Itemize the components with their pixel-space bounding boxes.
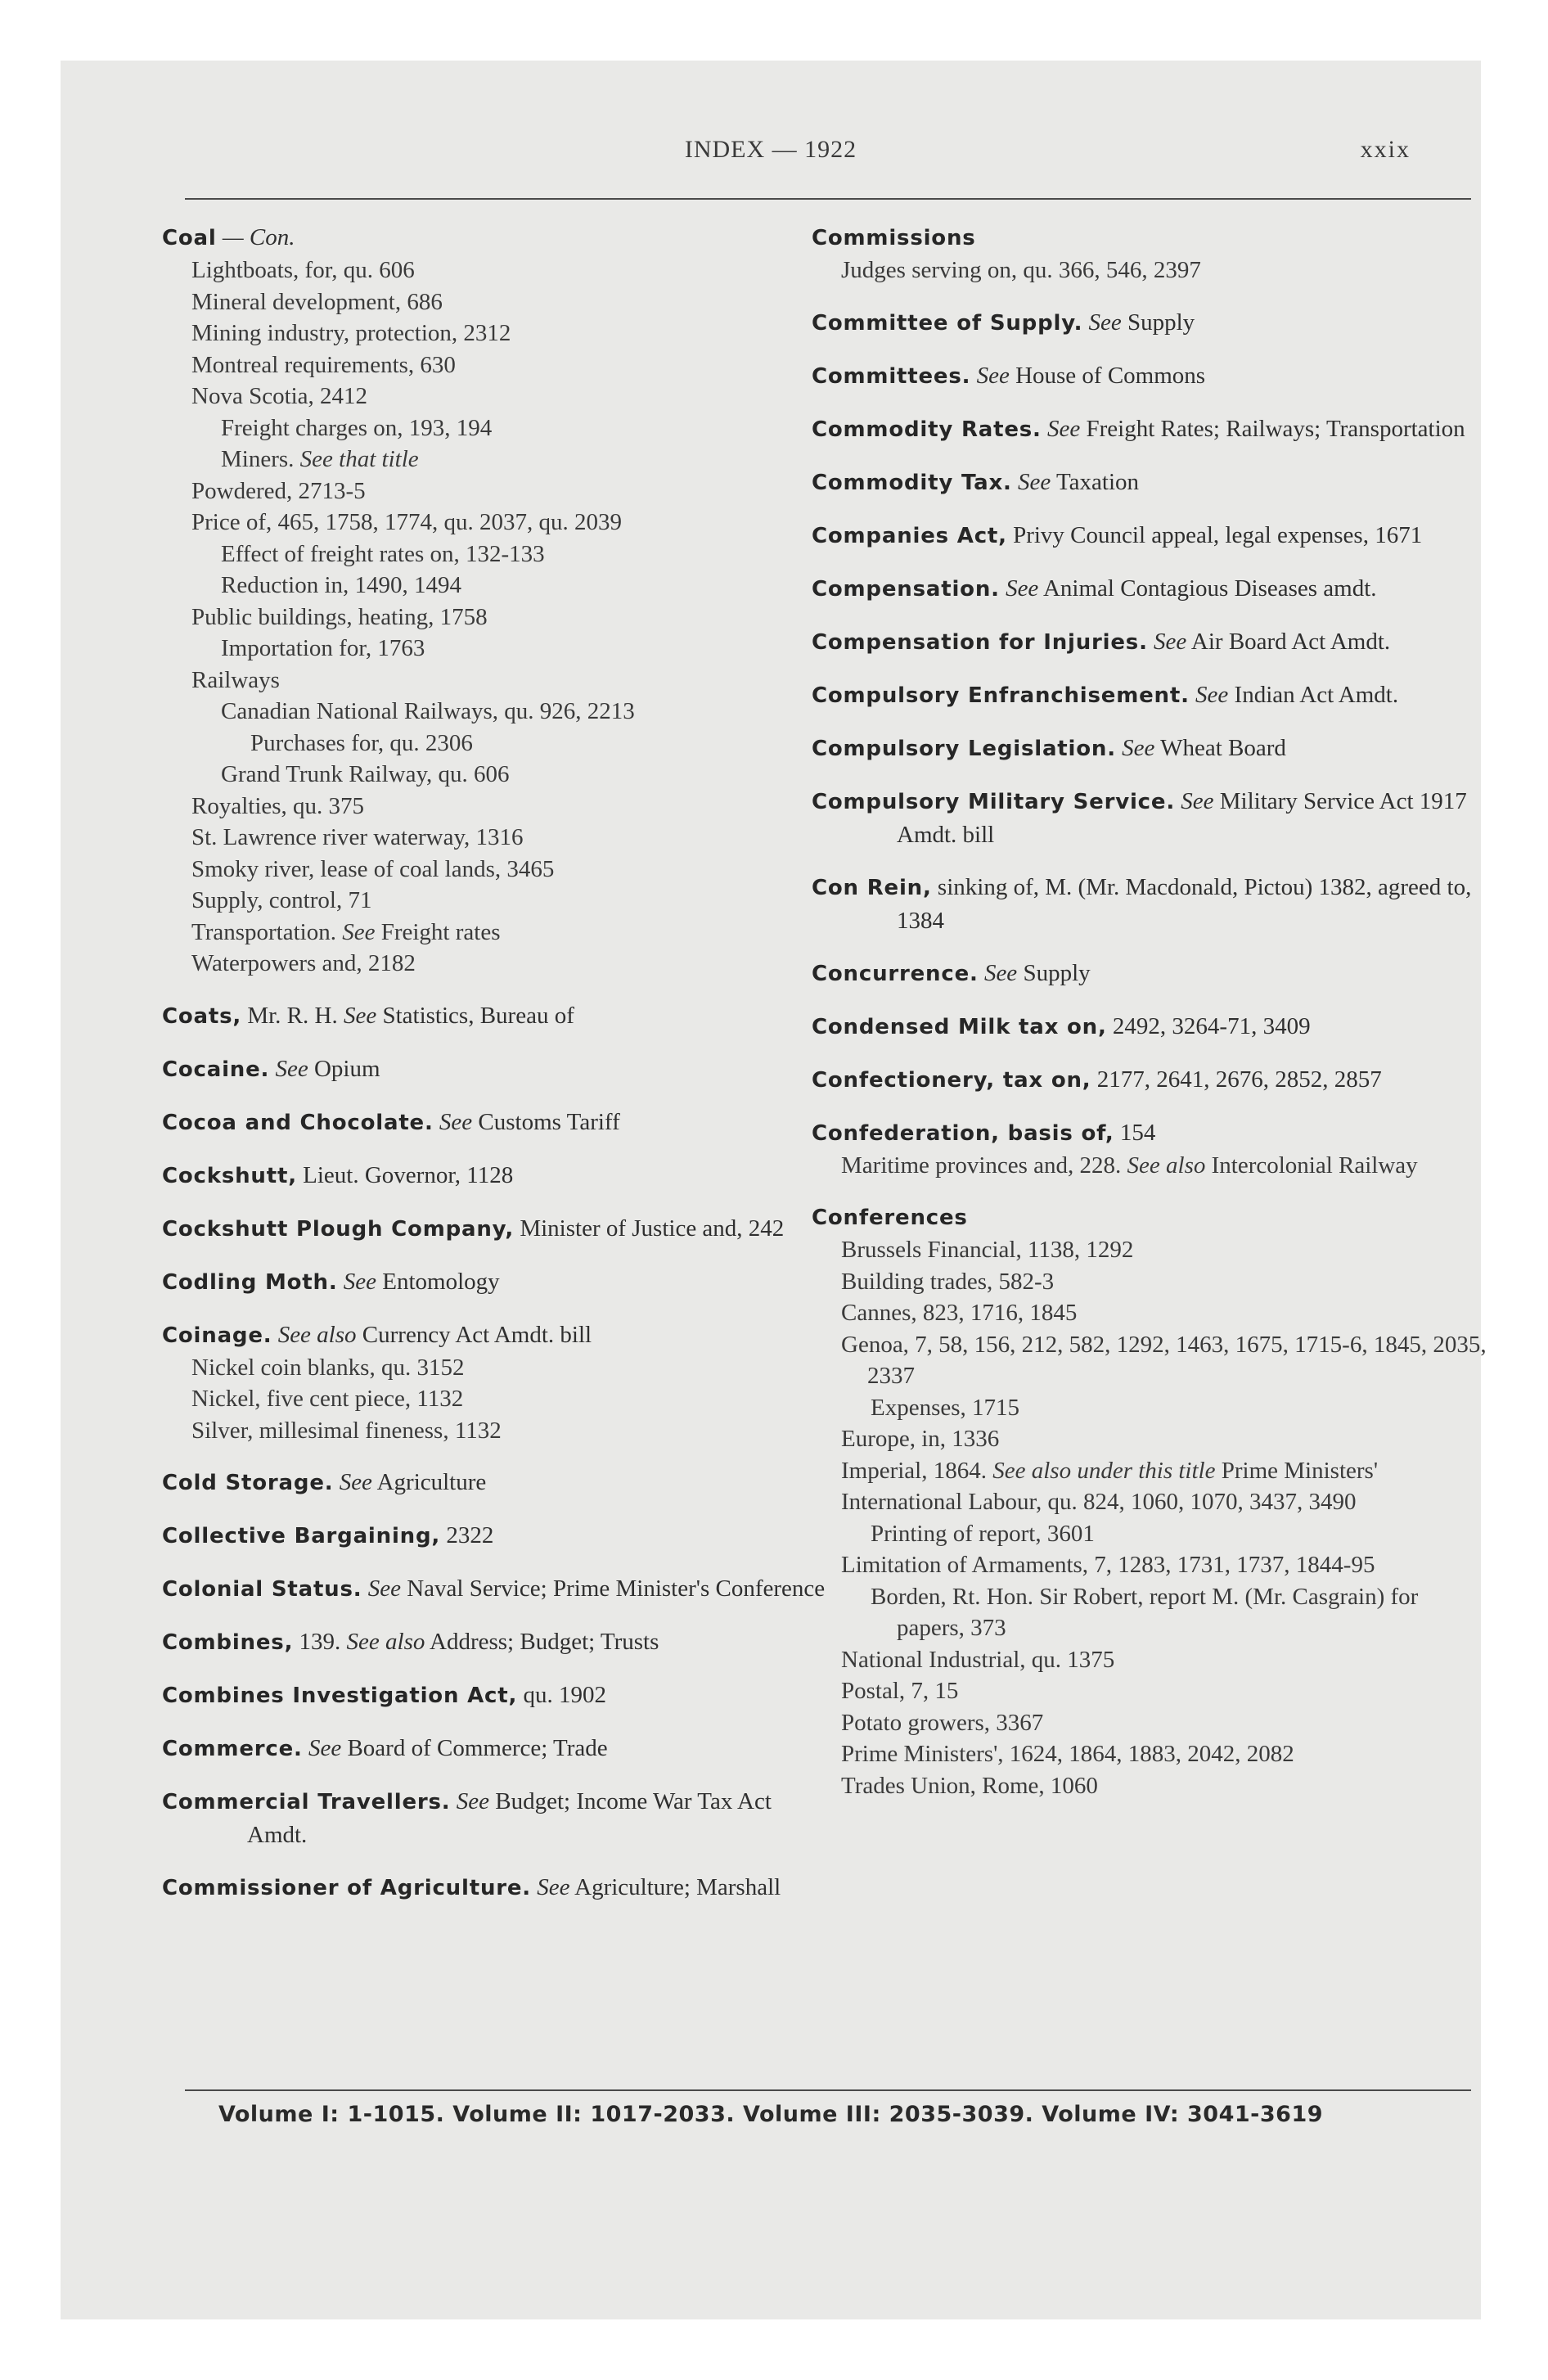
sub-entry — [812, 1486, 1491, 1518]
footer-rule — [185, 2089, 1471, 2091]
index-entry — [812, 1116, 1491, 1182]
entry-text: Genoa, 7, 58, 156, 212, 582, 1292, 1463, 1675, 1715-6, 1845, 2035, 2337 — [841, 1331, 1487, 1389]
see-reference: See also — [277, 1321, 357, 1348]
entry-heading: Coal — [162, 226, 217, 250]
see-reference: See — [1006, 575, 1039, 602]
entry-heading: Compensation. — [812, 576, 1000, 602]
sub-entry — [812, 1707, 1491, 1739]
entry-heading-line — [812, 359, 1491, 393]
sub-entry — [162, 1352, 833, 1384]
entry-heading: Cold Storage. — [162, 1471, 334, 1495]
index-entry — [812, 871, 1491, 937]
scanned-page — [61, 61, 1487, 2319]
entry-text: sinking of, M. (Mr. Macdonald, Pictou) 1382, agreed to, 1384 — [897, 873, 1472, 934]
entry-text: Trades Union, Rome, 1060 — [841, 1772, 1098, 1799]
entry-text: Freight charges on, 193, 194 — [221, 414, 493, 441]
sub-entry — [162, 948, 833, 980]
entry-heading-line — [812, 957, 1491, 990]
entry-heading: Cocaine. — [162, 1057, 270, 1082]
entry-heading: Collective Bargaining, — [162, 1524, 441, 1548]
entry-text: Imperial, 1864. — [841, 1457, 987, 1484]
entry-text: Montreal requirements, 630 — [191, 351, 456, 378]
sub-entry — [162, 728, 833, 760]
entry-text: Transportation. — [191, 918, 336, 945]
see-target: Supply — [1023, 959, 1091, 986]
entry-heading-line — [162, 221, 833, 255]
entry-heading-line — [812, 1010, 1491, 1044]
page-number: xxix — [1360, 136, 1411, 163]
entry-text: Smoky river, lease of coal lands, 3465 — [191, 855, 555, 882]
entry-text: 2177, 2641, 2676, 2852, 2857 — [1096, 1066, 1382, 1093]
entry-text: Maritime provinces and, 228. — [841, 1152, 1122, 1179]
sub-entry — [812, 1581, 1491, 1644]
entry-heading-line — [812, 306, 1491, 340]
index-entry — [812, 572, 1491, 606]
see-reference: See — [1046, 415, 1081, 442]
index-entry — [812, 412, 1491, 446]
sub-entry — [812, 1518, 1491, 1550]
sub-entry — [812, 1297, 1491, 1329]
sub-entry — [162, 476, 833, 507]
entry-heading-line — [162, 1212, 833, 1246]
entry-text: 139. — [299, 1629, 341, 1655]
sub-entry — [162, 665, 833, 696]
volume-footer: Volume I: 1-1015. Volume II: 1017-2033. Volume III: 2035-3039. Volume IV: 3041-3619 — [218, 2102, 1324, 2127]
entry-text: Judges serving on, qu. 366, 546, 2397 — [841, 257, 1201, 283]
entry-heading: Companies Act, — [812, 523, 1007, 548]
see-target: Taxation — [1055, 468, 1139, 495]
entry-heading-line — [162, 999, 833, 1033]
entry-heading-line — [812, 572, 1491, 606]
entry-text: St. Lawrence river waterway, 1316 — [191, 824, 524, 850]
see-target: Air Board Act Amdt. — [1190, 628, 1391, 655]
see-reference: See — [308, 1735, 342, 1761]
sub-entry — [162, 286, 833, 318]
see-reference: See — [1181, 787, 1214, 814]
index-entry — [812, 306, 1491, 340]
entry-heading-line — [162, 1732, 833, 1765]
sub-entry — [162, 507, 833, 539]
running-head — [61, 136, 1481, 177]
see-target: Address; Budget; Trusts — [430, 1629, 659, 1655]
entry-text: Nova Scotia, 2412 — [191, 383, 368, 409]
sub-entry — [162, 854, 833, 886]
entry-heading: Compulsory Enfranchisement. — [812, 683, 1190, 708]
entry-text: Reduction in, 1490, 1494 — [221, 572, 462, 598]
entry-heading-line — [812, 412, 1491, 446]
entry-heading: Commodity Rates. — [812, 417, 1042, 442]
entry-text: Silver, millesimal fineness, 1132 — [191, 1417, 502, 1444]
entry-heading: Coinage. — [162, 1323, 272, 1348]
see-reference: See also — [346, 1629, 425, 1655]
sub-entry — [812, 1738, 1491, 1770]
index-entry — [812, 957, 1491, 990]
entry-heading: Condensed Milk tax on, — [812, 1014, 1107, 1039]
index-entry — [162, 1106, 833, 1139]
sub-entry — [162, 633, 833, 665]
entry-text: Public buildings, heating, 1758 — [191, 603, 488, 630]
entry-text: Royalties, qu. 375 — [191, 792, 365, 819]
see-target: Budget; Income War Tax Act Amdt. — [247, 1788, 772, 1848]
index-entry — [812, 466, 1491, 499]
entry-heading-line — [812, 678, 1491, 712]
entry-heading: Commercial Travellers. — [162, 1790, 451, 1814]
index-entry — [812, 519, 1491, 552]
index-entry — [812, 785, 1491, 851]
sub-entry — [812, 1150, 1491, 1182]
index-entry — [162, 1572, 833, 1606]
entry-text: International Labour, qu. 824, 1060, 1070, 3437, 3490 — [841, 1489, 1357, 1515]
entry-text: Postal, 7, 15 — [841, 1678, 959, 1704]
see-target: Freight Rates; Railways; Transportation — [1086, 415, 1465, 442]
entry-heading-line — [162, 1159, 833, 1192]
see-reference: See — [983, 959, 1018, 986]
entry-text: Borden, Rt. Hon. Sir Robert, report M. (Mr. Casgrain) for papers, 373 — [871, 1583, 1419, 1641]
see-reference: See — [275, 1055, 308, 1082]
entry-heading: Committee of Supply. — [812, 310, 1083, 336]
entry-text: 154 — [1119, 1119, 1156, 1146]
entry-heading-line — [162, 1519, 833, 1553]
sub-entry — [162, 822, 833, 854]
entry-text: Powdered, 2713-5 — [191, 477, 366, 504]
see-reference: See — [1195, 681, 1229, 708]
entry-text: Nickel coin blanks, qu. 3152 — [191, 1354, 465, 1381]
sub-entry — [812, 1770, 1491, 1802]
index-entry — [162, 999, 833, 1033]
index-entry — [812, 625, 1491, 659]
entry-text: Waterpowers and, 2182 — [191, 950, 416, 976]
entry-heading-line — [812, 221, 1491, 255]
index-entry — [162, 1871, 833, 1904]
see-target: Board of Commerce; Trade — [347, 1735, 608, 1761]
entry-text: Mr. R. H. — [247, 1002, 338, 1029]
sub-entry — [812, 1423, 1491, 1455]
sub-entry — [162, 602, 833, 633]
sub-entry — [812, 1266, 1491, 1298]
entry-text: National Industrial, qu. 1375 — [841, 1646, 1115, 1673]
sub-entry — [812, 255, 1491, 286]
entry-text: Grand Trunk Railway, qu. 606 — [221, 761, 510, 787]
see-reference: See — [1088, 309, 1122, 336]
entry-heading: Commodity Tax. — [812, 470, 1012, 495]
entry-heading-line — [162, 1572, 833, 1606]
sub-entry — [162, 412, 833, 444]
right-column — [812, 221, 1491, 1821]
see-target: Supply — [1127, 309, 1195, 336]
see-reference: See — [367, 1575, 401, 1602]
left-column — [162, 221, 833, 1924]
sub-entry — [162, 885, 833, 917]
sub-entry — [162, 349, 833, 381]
index-entry — [162, 1785, 833, 1851]
entry-text: Nickel, five cent piece, 1132 — [191, 1386, 464, 1412]
entry-text: Supply, control, 71 — [191, 887, 372, 913]
sub-entry — [812, 1644, 1491, 1676]
index-entry — [162, 1679, 833, 1712]
index-entry — [162, 1053, 833, 1086]
entry-heading-line — [812, 1201, 1491, 1234]
entry-heading: Commissioner of Agriculture. — [162, 1876, 531, 1900]
entry-heading-line — [812, 1116, 1491, 1150]
entry-text: Printing of report, 3601 — [871, 1520, 1095, 1547]
index-entry — [162, 1519, 833, 1553]
entry-heading-line — [162, 1106, 833, 1139]
entry-heading-line — [812, 466, 1491, 499]
entry-text: Price of, 465, 1758, 1774, qu. 2037, qu. 2039 — [191, 509, 622, 535]
see-target: Naval Service; Prime Minister's Conference — [407, 1575, 826, 1602]
entry-heading: Coats, — [162, 1003, 242, 1029]
entry-heading-line — [812, 871, 1491, 937]
entry-heading-line — [812, 785, 1491, 851]
continued-note: — Con. — [222, 224, 295, 250]
see-target: Statistics, Bureau of — [382, 1002, 574, 1029]
see-target: Military Service Act 1917 Amdt. bill — [897, 787, 1467, 848]
entry-heading-line — [812, 625, 1491, 659]
sub-entry — [162, 696, 833, 728]
sub-entry — [812, 1675, 1491, 1707]
entry-text: Building trades, 582-3 — [841, 1268, 1055, 1295]
index-entry — [812, 359, 1491, 393]
entry-text: Importation for, 1763 — [221, 635, 425, 661]
entry-heading-line — [162, 1871, 833, 1904]
sub-entry — [162, 1415, 833, 1447]
entry-text: 2492, 3264-71, 3409 — [1112, 1012, 1311, 1039]
entry-heading: Combines Investigation Act, — [162, 1684, 518, 1708]
entry-heading-line — [162, 1466, 833, 1499]
entry-text: Limitation of Armaments, 7, 1283, 1731, 1737, 1844-95 — [841, 1552, 1375, 1578]
entry-text: 2322 — [446, 1522, 494, 1548]
sub-entry — [812, 1455, 1491, 1487]
entry-heading: Commissions — [812, 226, 976, 250]
entry-heading: Committees. — [812, 363, 971, 389]
entry-text: qu. 1902 — [523, 1682, 606, 1708]
entry-text: Europe, in, 1336 — [841, 1426, 1000, 1452]
see-reference: See — [343, 1268, 377, 1295]
entry-heading: Con Rein, — [812, 875, 932, 900]
entry-text: Miners. — [221, 446, 295, 472]
index-entry — [812, 1010, 1491, 1044]
entry-heading-line — [162, 1625, 833, 1659]
running-head-title: INDEX — 1922 — [684, 136, 857, 163]
entry-heading: Codling Moth. — [162, 1269, 338, 1295]
entry-heading: Cocoa and Chocolate. — [162, 1110, 434, 1135]
see-target: Animal Contagious Diseases amdt. — [1042, 575, 1377, 602]
entry-heading-line — [812, 1063, 1491, 1097]
sub-entry — [812, 1549, 1491, 1581]
sub-entry — [162, 444, 833, 476]
see-reference: See — [342, 918, 376, 945]
see-target: Entomology — [382, 1268, 500, 1295]
entry-heading-line — [812, 519, 1491, 552]
see-target: Wheat Board — [1160, 734, 1286, 761]
entry-heading: Confectionery, tax on, — [812, 1067, 1091, 1093]
see-target: Intercolonial Railway — [1211, 1152, 1418, 1179]
index-entry — [162, 1625, 833, 1659]
entry-heading: Conferences — [812, 1206, 968, 1230]
sub-entry — [162, 1383, 833, 1415]
see-target: Currency Act Amdt. bill — [362, 1321, 592, 1348]
entry-text: Cannes, 823, 1716, 1845 — [841, 1300, 1078, 1326]
header-rule — [185, 198, 1471, 200]
entry-text: Purchases for, qu. 2306 — [250, 729, 473, 756]
index-entry — [812, 1063, 1491, 1097]
entry-heading: Confederation, basis of, — [812, 1120, 1114, 1146]
entry-text: Lieut. Governor, 1128 — [303, 1161, 514, 1188]
see-reference: See — [439, 1108, 473, 1135]
see-target: House of Commons — [1015, 362, 1206, 389]
sub-entry — [812, 1234, 1491, 1266]
see-target: Opium — [313, 1055, 380, 1082]
entry-heading: Commerce. — [162, 1737, 303, 1761]
index-entry — [162, 1466, 833, 1499]
entry-text: Privy Council appeal, legal expenses, 1671 — [1013, 521, 1423, 548]
entry-text: Mining industry, protection, 2312 — [191, 320, 511, 346]
see-reference: See — [343, 1002, 377, 1029]
entry-heading: Cockshutt Plough Company, — [162, 1216, 515, 1242]
see-reference: See — [1122, 734, 1155, 761]
see-target: Agriculture; Marshall — [574, 1874, 781, 1900]
see-reference: See also — [1127, 1152, 1206, 1179]
index-entry — [812, 732, 1491, 765]
sub-entry — [162, 570, 833, 602]
index-entry — [162, 1732, 833, 1765]
entry-text: Prime Ministers', 1624, 1864, 1883, 2042, 2082 — [841, 1741, 1294, 1767]
entry-text: Potato growers, 3367 — [841, 1709, 1044, 1736]
see-target: Agriculture — [376, 1469, 487, 1495]
entry-heading-line — [162, 1318, 833, 1352]
index-entry — [162, 1159, 833, 1192]
entry-heading-line — [162, 1053, 833, 1086]
sub-entry — [162, 318, 833, 349]
sub-entry — [162, 917, 833, 949]
see-target: Indian Act Amdt. — [1234, 681, 1399, 708]
entry-heading: Concurrence. — [812, 961, 979, 986]
see-reference: See also under this title — [992, 1457, 1216, 1484]
see-reference: See — [339, 1469, 372, 1495]
sub-entry — [812, 1392, 1491, 1424]
index-entry — [812, 221, 1491, 286]
entry-heading: Combines, — [162, 1630, 294, 1655]
entry-heading-line — [162, 1785, 833, 1851]
index-entry — [162, 1265, 833, 1299]
entry-heading-line — [162, 1265, 833, 1299]
index-entry — [162, 1212, 833, 1246]
index-entry — [162, 221, 833, 980]
index-entry — [812, 1201, 1491, 1801]
entry-heading: Colonial Status. — [162, 1577, 362, 1602]
entry-heading-line — [162, 1679, 833, 1712]
sub-entry — [162, 255, 833, 286]
see-reference: See — [456, 1788, 489, 1814]
see-reference: See — [1017, 468, 1051, 495]
see-target: Prime Ministers' — [1221, 1457, 1379, 1484]
see-target: Freight rates — [380, 918, 501, 945]
entry-text: Effect of freight rates on, 132-133 — [221, 540, 545, 567]
entry-heading-line — [812, 732, 1491, 765]
entry-text: Lightboats, for, qu. 606 — [191, 257, 415, 283]
entry-heading: Compulsory Military Service. — [812, 789, 1175, 814]
sub-entry — [162, 759, 833, 791]
entry-text: Mineral development, 686 — [191, 288, 443, 315]
entry-text: Canadian National Railways, qu. 926, 2213 — [221, 698, 635, 724]
entry-heading: Compulsory Legislation. — [812, 736, 1116, 761]
entry-heading: Compensation for Injuries. — [812, 629, 1148, 655]
entry-text: Minister of Justice and, 242 — [520, 1215, 785, 1242]
sub-entry — [812, 1329, 1491, 1392]
sub-entry — [162, 381, 833, 412]
see-target: Customs Tariff — [478, 1108, 620, 1135]
sub-entry — [162, 791, 833, 823]
entry-text: Brussels Financial, 1138, 1292 — [841, 1237, 1134, 1263]
index-entry — [812, 678, 1491, 712]
entry-text: Expenses, 1715 — [871, 1394, 1020, 1421]
see-reference: See — [537, 1874, 570, 1900]
entry-heading: Cockshutt, — [162, 1163, 297, 1188]
see-reference: See — [1154, 628, 1187, 655]
see-reference: See — [976, 362, 1010, 389]
index-entry — [162, 1318, 833, 1447]
sub-entry — [162, 539, 833, 570]
entry-text: Railways — [191, 666, 280, 693]
see-reference: See that title — [299, 446, 419, 472]
